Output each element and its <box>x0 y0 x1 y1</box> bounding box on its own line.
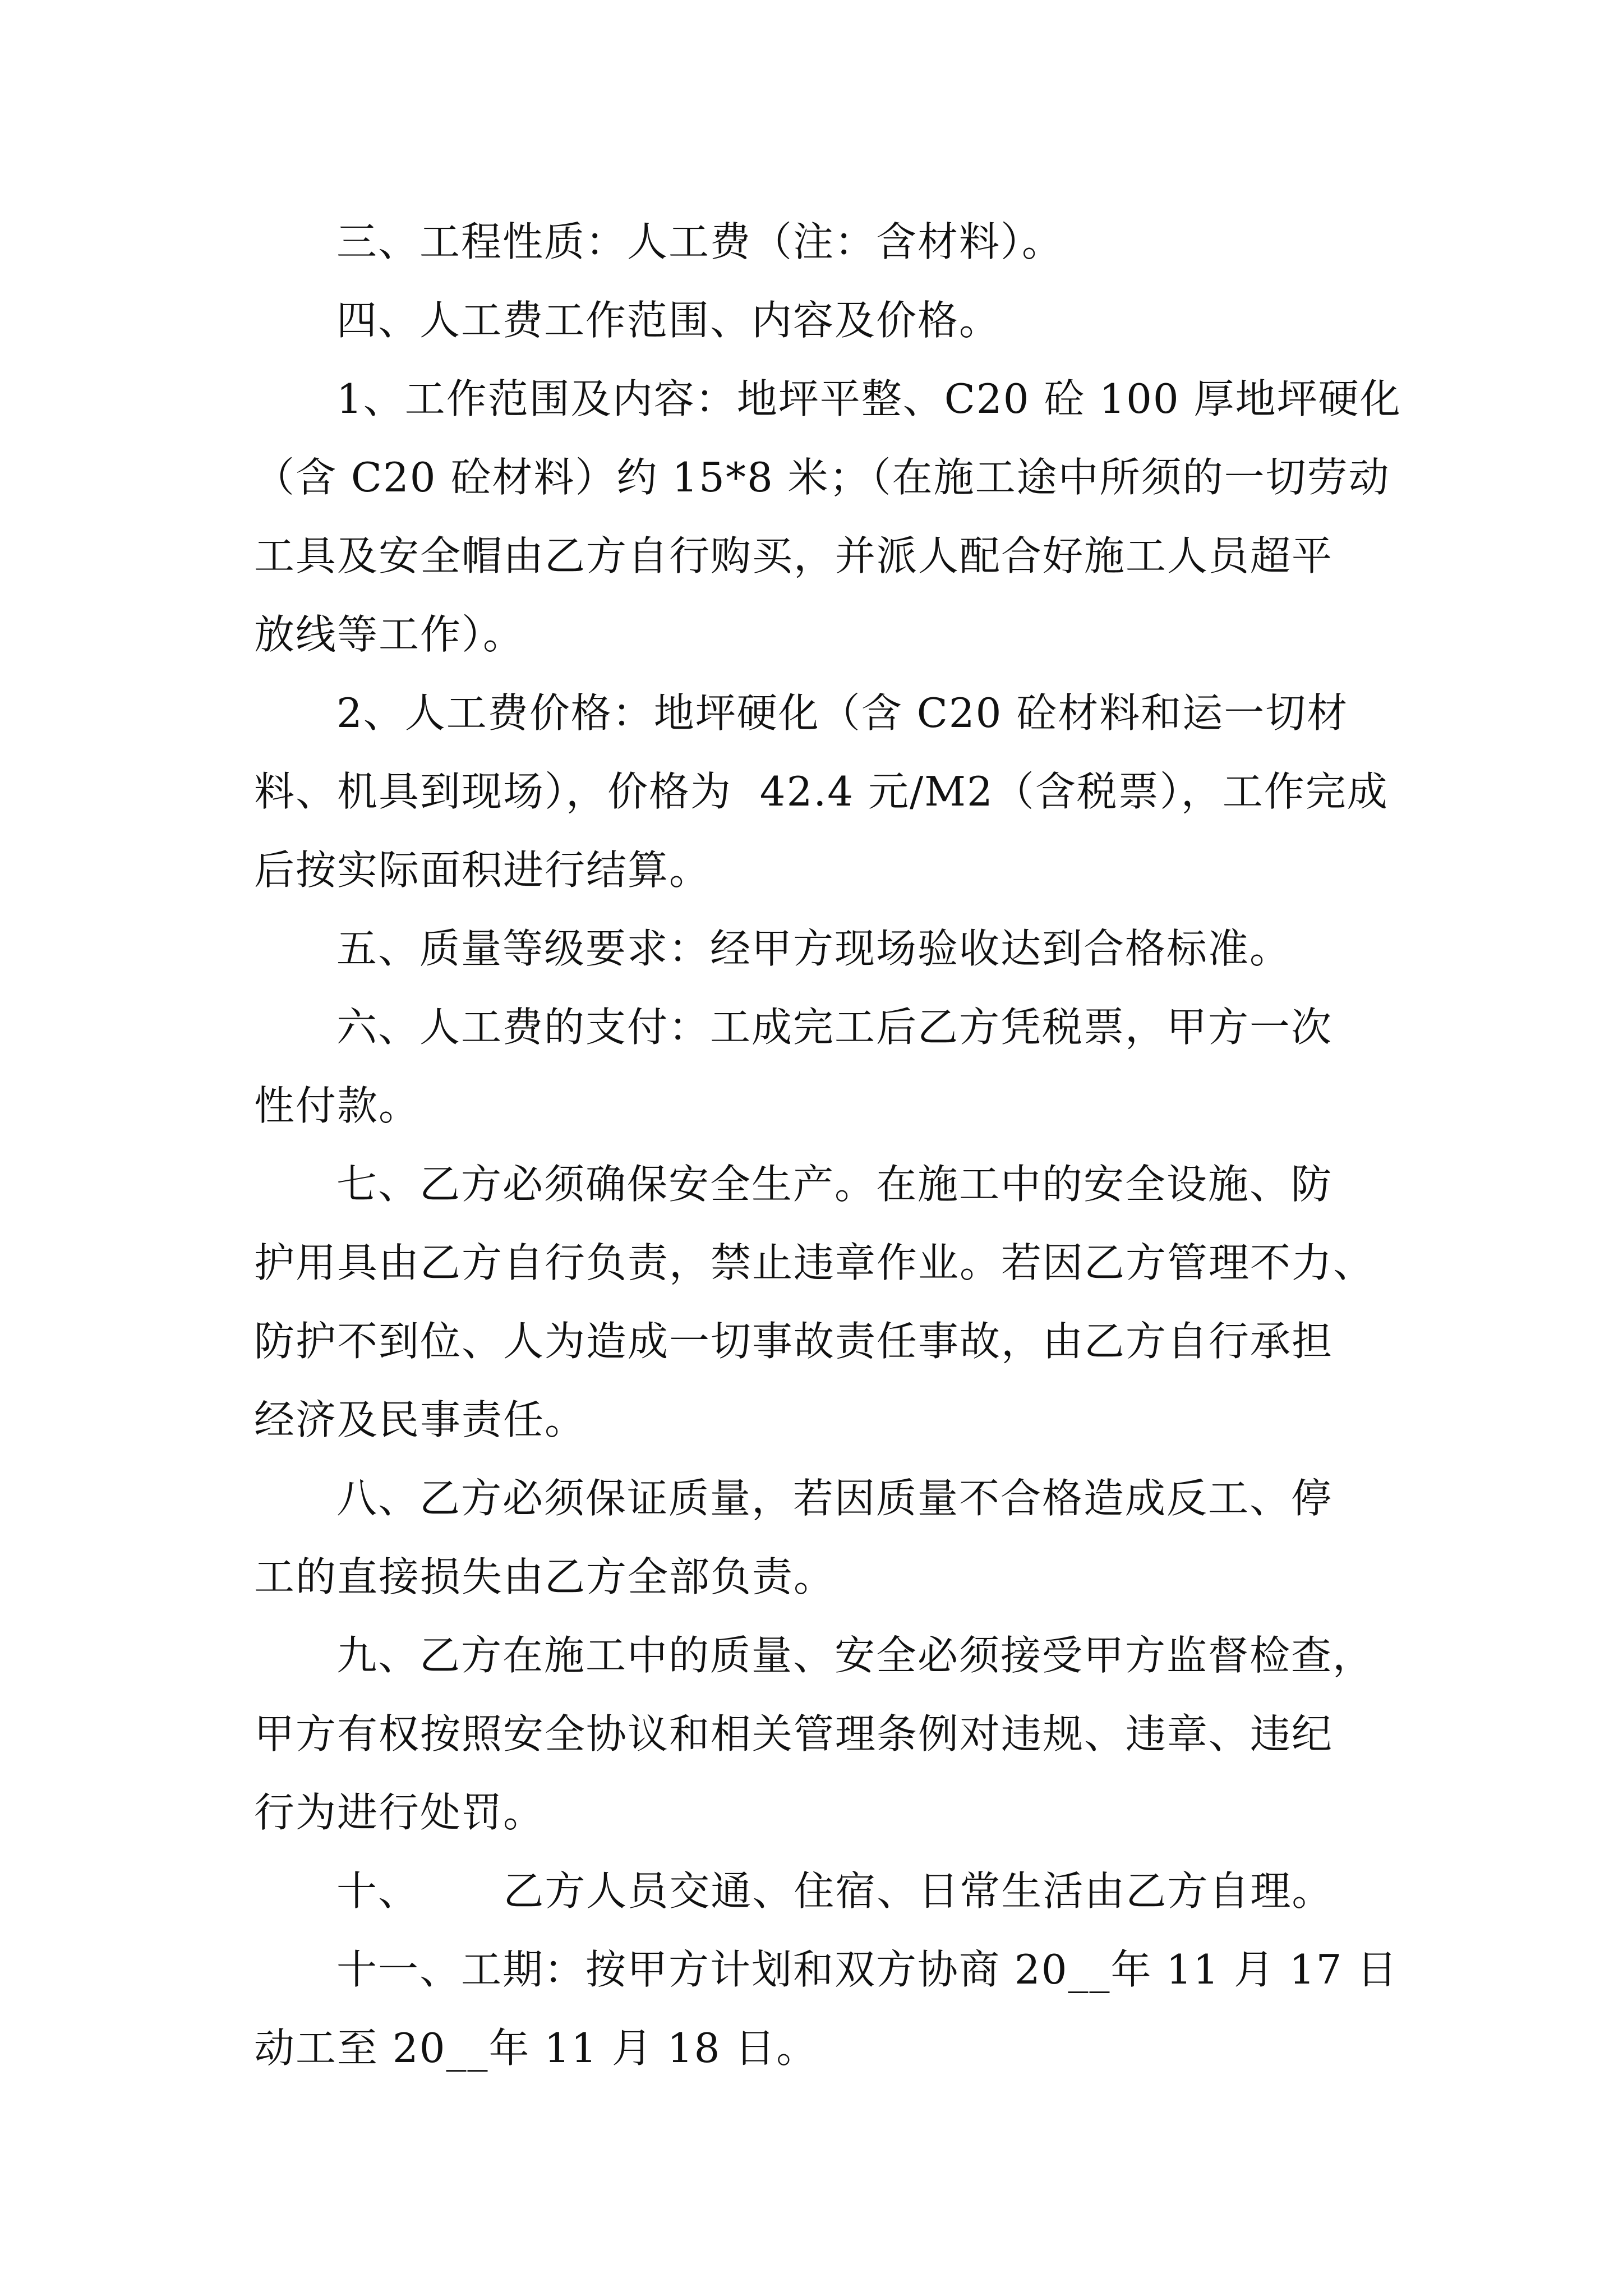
item-2-line-2: 料、机具到现场），价格为 42.4 元/M2（含税票），工作完成 <box>254 768 1389 815</box>
section-4-line: 四、人工费工作范围、内容及价格。 <box>336 297 1001 344</box>
item-2-line-1: 2、人工费价格：地坪硬化（含 C20 砼材料和运一切材 <box>336 689 1349 737</box>
section-7-line-1: 七、乙方必须确保安全生产。在施工中的安全设施、防 <box>336 1161 1333 1208</box>
section-7-line-2: 护用具由乙方自行负责，禁止违章作业。若因乙方管理不力、 <box>254 1239 1375 1286</box>
section-11-line-2: 动工至 20__年 11 月 18 日。 <box>254 2024 818 2072</box>
item-1-line-2: （含 C20 砼材料）约 15*8 米；（在施工途中所须的一切劳动 <box>254 454 1390 501</box>
section-10-line: 十、 乙方人员交通、住宿、日常生活由乙方自理。 <box>336 1867 1334 1915</box>
item-1-line-3: 工具及安全帽由乙方自行购买，并派人配合好施工人员超平 <box>254 532 1334 579</box>
section-6-line-2: 性付款。 <box>254 1082 421 1129</box>
section-9-line-2: 甲方有权按照安全协议和相关管理条例对违规、违章、违纪 <box>254 1710 1334 1757</box>
section-9-line-1: 九、乙方在施工中的质量、安全必须接受甲方监督检查， <box>336 1632 1375 1679</box>
section-9-line-3: 行为进行处罚。 <box>254 1789 545 1836</box>
section-11-line-1: 十一、工期：按甲方计划和双方协商 20__年 11 月 17 日 <box>336 1946 1399 1993</box>
section-8-line-2: 工的直接损失由乙方全部负责。 <box>254 1553 836 1600</box>
item-1-line-4: 放线等工作）。 <box>254 611 525 658</box>
section-6-line-1: 六、人工费的支付：工成完工后乙方凭税票，甲方一次 <box>336 1004 1333 1051</box>
section-5-line: 五、质量等级要求：经甲方现场验收达到合格标准。 <box>336 925 1292 972</box>
section-7-line-4: 经济及民事责任。 <box>254 1396 587 1443</box>
section-7-line-3: 防护不到位、人为造成一切事故责任事故，由乙方自行承担 <box>254 1318 1334 1365</box>
section-3-line: 三、工程性质：人工费（注：含材料）。 <box>336 218 1064 265</box>
item-2-line-3: 后按实际面积进行结算。 <box>254 846 711 894</box>
item-1-line-1: 1、工作范围及内容：地坪平整、C20 砼 100 厚地坪硬化 <box>336 375 1401 422</box>
section-8-line-1: 八、乙方必须保证质量，若因质量不合格造成反工、停 <box>336 1475 1333 1522</box>
